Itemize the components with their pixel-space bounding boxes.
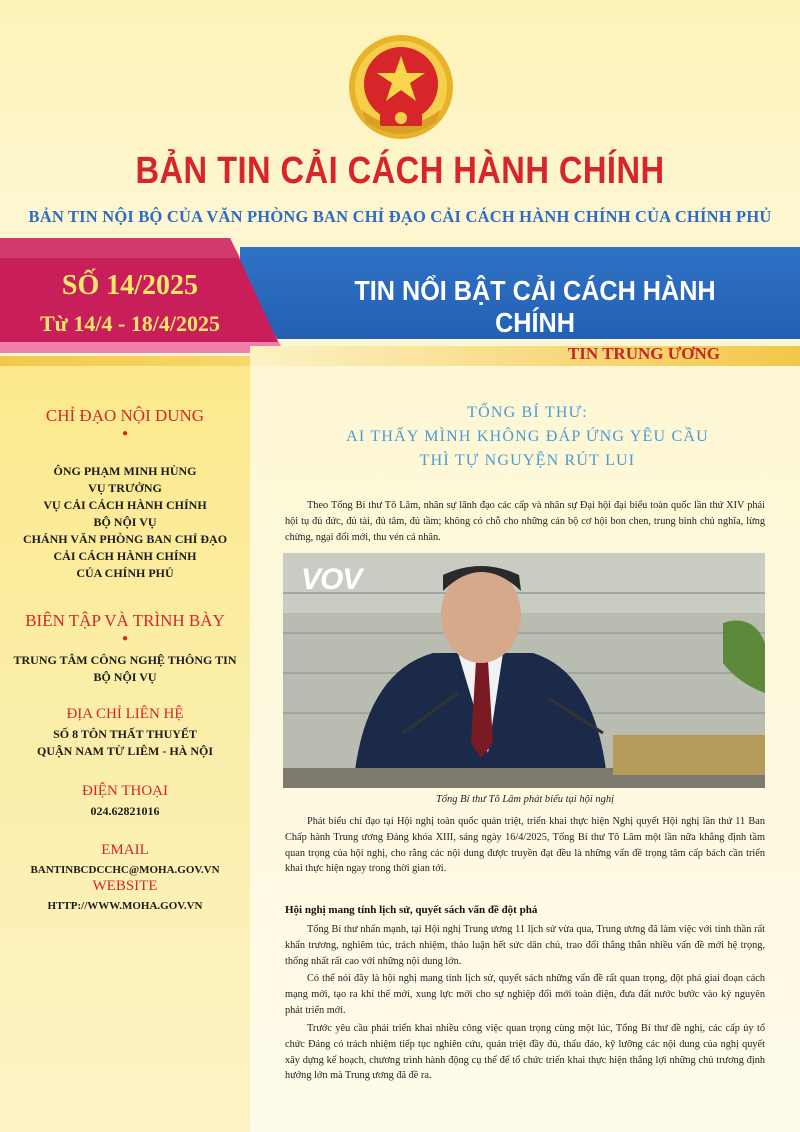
masthead-sidebar [0, 366, 250, 1132]
newsletter-subtitle: BẢN TIN NỘI BỘ CỦA VĂN PHÒNG BAN CHỈ ĐẠO CẢI CÁCH HÀNH CHÍNH CỦA CHÍNH PHỦ [28, 207, 772, 226]
article-paragraph: Tổng Bí thư nhấn mạnh, tại Hội nghị Trung ương 11 lịch sử vừa qua, Trung ương đã làm việc với tinh thần rất khẩn trương, nghiêm túc, trách nhiệm, thảo luận hết sức dân chủ, trao đổi thẳng thắn nhiều vấn đề mới hệ trọng, thống nhất rất cao với những nội dung lớn. [285, 924, 765, 967]
chi-dao-heading: CHỈ ĐẠO NỘI DUNG [45, 406, 205, 425]
photo-caption: Tổng Bí thư Tô Lâm phát biểu tại hội nghị [435, 794, 615, 805]
article-title-line: AI THẤY MÌNH KHÔNG ĐÁP ỨNG YÊU CẦU [346, 428, 709, 445]
address-line: SỐ 8 TÔN THẤT THUYẾT [53, 727, 197, 741]
chi-dao-line: CHÁNH VĂN PHÒNG BAN CHỈ ĐẠO [22, 532, 228, 546]
issue-number: SỐ 14/2025 [61, 270, 199, 301]
national-emblem-icon [340, 32, 462, 150]
bullet-icon: ● [121, 428, 129, 439]
phone-heading: ĐIỆN THOẠI [82, 783, 168, 799]
section-label: TIN TRUNG ƯƠNG [567, 344, 720, 363]
headline-band [240, 247, 800, 339]
newsletter-title: BẢN TIN CẢI CÁCH HÀNH CHÍNH [135, 150, 665, 192]
bullet-icon: ● [121, 633, 129, 644]
chi-dao-line: CỦA CHÍNH PHỦ [76, 566, 174, 580]
bien-tap-heading: BIÊN TẬP VÀ TRÌNH BÀY [25, 611, 225, 630]
chi-dao-line: VỤ TRƯỞNG [88, 481, 162, 495]
chi-dao-line: CẢI CÁCH HÀNH CHÍNH [53, 549, 197, 563]
website-link[interactable]: HTTP://WWW.MOHA.GOV.VN [47, 900, 203, 912]
article-lead: Theo Tổng Bí thư Tô Lâm, nhân sự lãnh đạo các cấp và nhân sự Đại hội đại biểu toàn quốc lần thứ XIV phải hội tụ đủ đức, đủ tài, đủ tâm, đủ tầm; không có chỗ cho những cán bộ cơ hội bon chen, trung bình chủ nghĩa, lừng chừng, ngại đổi mới, thu vén cá nhân. [285, 500, 765, 543]
section-tag [250, 338, 800, 372]
sidebar-top-stripe [0, 356, 250, 366]
chi-dao-line: BỘ NỘI VỤ [93, 515, 157, 529]
email-heading: EMAIL [101, 842, 149, 858]
email-address[interactable]: BANTINBCDCCHC@MOHA.GOV.VN [30, 864, 220, 876]
bien-tap-line: BỘ NỘI VỤ [93, 670, 157, 684]
article-paragraph: Phát biểu chỉ đạo tại Hội nghị toàn quốc quán triệt, triển khai thực hiện Nghị quyết Hội nghị lần thứ 11 Ban Chấp hành Trung ương Đảng khóa XIII, sáng ngày 16/4/2025, Tổng Bí thư Tô Lâm một lần nữa khẳng định tầm quan trọng của hội nghị, cho rằng các nội dung được truyền đạt đều là những vấn đề trọng tâm cấp bách cần triển khai thực hiện ngay trong thời gian tới. [285, 816, 765, 875]
chi-dao-line: ÔNG PHẠM MINH HÙNG [53, 464, 197, 478]
address-heading: ĐỊA CHỈ LIÊN HỆ [66, 706, 184, 722]
article-paragraph: Trước yêu cầu phải triển khai nhiều công việc quan trọng cùng một lúc, Tổng Bí thư đề nghị, các cấp ủy tổ chức Đảng có trách nhiệm tiếp tục nghiên cứu, quán triệt đầy đủ, thấu đáo, kỹ lưỡng các nội dung của nghị quyết xây dựng kế hoạch, chương trình hành động cụ thể để tổ chức triển khai thực hiện thắng lợi những chủ trương định hướng lớn mà Trung ương đã đề ra. [285, 1023, 765, 1082]
article-paragraph: Có thể nói đây là hội nghị mang tính lịch sử, quyết sách những vấn đề rất quan trọng, đột phá giai đoạn cách mạng mới, tạo ra khí thế mới, xung lực mới cho sự nghiệp đổi mới toàn diện, đưa đất nước bước vào kỷ nguyên phát triển mới. [285, 973, 765, 1016]
chi-dao-line: VỤ CẢI CÁCH HÀNH CHÍNH [43, 498, 207, 512]
issue-date-range: Từ 14/4 - 18/4/2025 [39, 311, 221, 336]
band-title: TIN NỔI BẬT CẢI CÁCH HÀNH CHÍNH [354, 275, 716, 338]
article-subheading: Hội nghị mang tính lịch sử, quyết sách vấn đề đột phá [285, 904, 538, 916]
article-title-line: THÌ TỰ NGUYỆN RÚT LUI [419, 452, 636, 469]
bien-tap-line: TRUNG TÂM CÔNG NGHỆ THÔNG TIN [13, 653, 237, 667]
website-heading: WEBSITE [92, 878, 158, 894]
phone-number: 024.62821016 [90, 804, 160, 818]
article-title-line: TỔNG BÍ THƯ: [467, 404, 588, 421]
photo-logo: VOV [301, 563, 362, 596]
article-photo [283, 553, 765, 788]
address-line: QUẬN NAM TỪ LIÊM - HÀ NỘI [37, 744, 213, 758]
